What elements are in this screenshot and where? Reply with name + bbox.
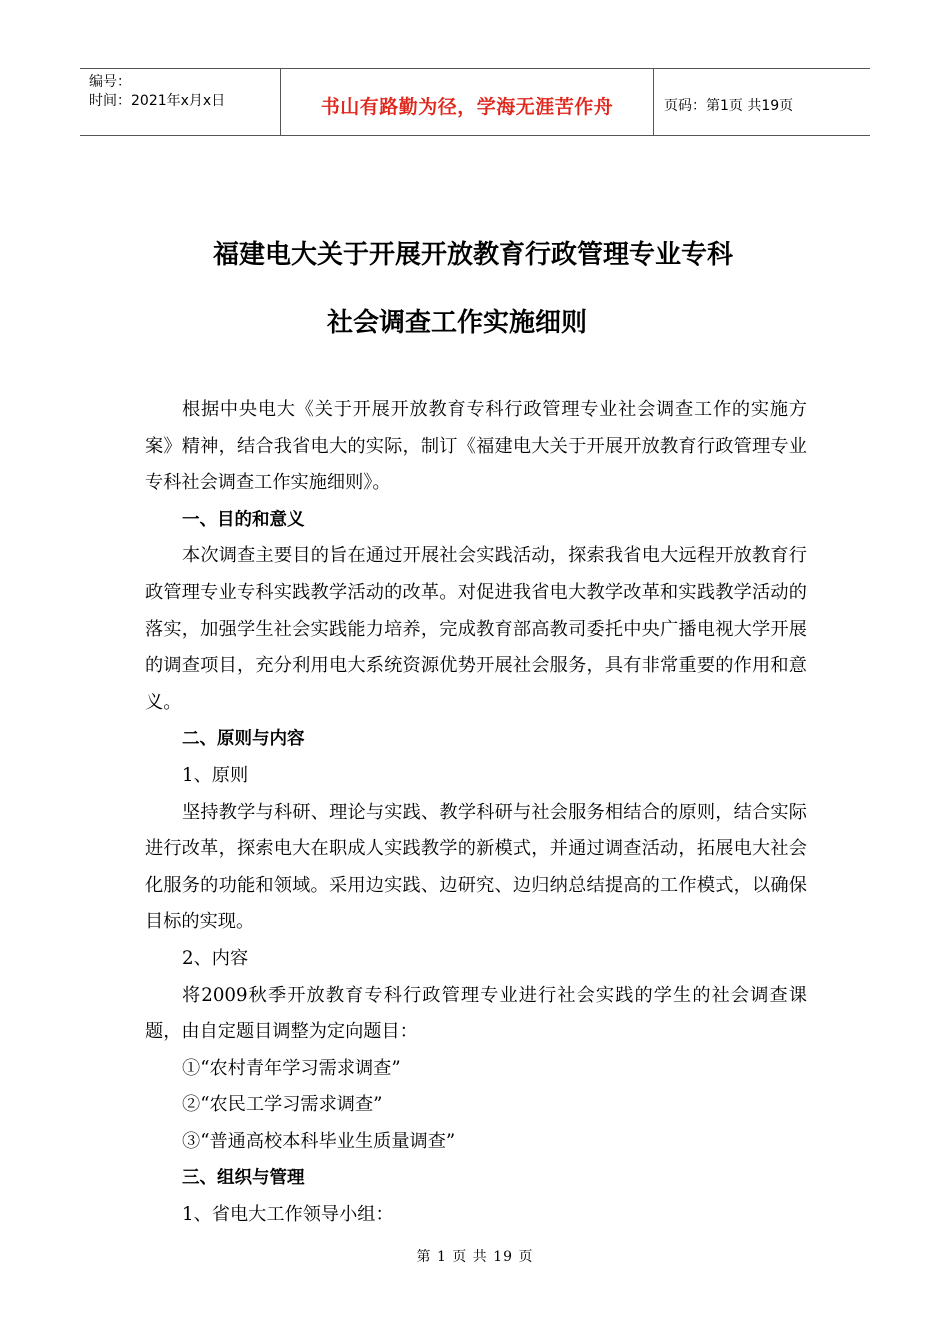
paragraph: 1、原则 (182, 764, 249, 786)
paragraph: 坚持教学与科研、理论与实践、教学科研与社会服务相结合的原则，结合实际进行改革，探索电大在职成人实践教学的新模式，并通过调查活动，拓展电大社会化服务的功能和领域。采用边实践、边研究、边归纳总结提高的工作模式，以确保目标的实现。 (145, 801, 807, 933)
paragraph: 根据中央电大《关于开展开放教育专科行政管理专业社会调查工作的实施方案》精神，结合我省电大的实际，制订《福建电大关于开展开放教育行政管理专业专科社会调查工作实施细则》。 (145, 399, 807, 494)
paragraph: 将2009秋季开放教育专科行政管理专业进行社会实践的学生的社会调查课题，由自定题目调整为定向题目： (145, 984, 807, 1043)
section-heading: 一、目的和意义 (182, 509, 305, 530)
motto: 书山有路勤为径，学海无涯苦作舟 (320, 95, 614, 118)
list-item: ①“农村青年学习需求调查” (182, 1057, 401, 1079)
page-info: 页码：第1页 共19页 (664, 98, 794, 114)
paragraph: 1、省电大工作领导小组： (182, 1204, 394, 1226)
document-title-line-1: 福建电大关于开展开放教育行政管理专业专科 (212, 240, 733, 270)
header-meta (80, 69, 281, 135)
list-item: ②“农民工学习需求调查” (182, 1094, 383, 1116)
time-label: 时间：2021年x月x日 (89, 93, 226, 109)
document-title-line-2: 社会调查工作实施细则 (326, 308, 587, 338)
section-heading: 三、组织与管理 (182, 1168, 305, 1189)
page-footer: 第 1 页 共 19 页 (416, 1249, 534, 1265)
section-heading: 二、原则与内容 (182, 729, 305, 750)
document-body (145, 392, 807, 1234)
header-table (80, 68, 870, 136)
list-item: ③“普通高校本科毕业生质量调查” (182, 1130, 456, 1152)
header-motto-cell (281, 69, 654, 135)
header-page-info-cell (654, 69, 870, 135)
paragraph: 2、内容 (182, 947, 249, 969)
paragraph: 本次调查主要目的旨在通过开展社会实践活动，探索我省电大远程开放教育行政管理专业专科实践教学活动的改革。对促进我省电大教学改革和实践教学活动的落实，加强学生社会实践能力培养，完成教育部高教司委托中央广播电视大学开展的调查项目，充分利用电大系统资源优势开展社会服务，具有非常重要的作用和意义。 (145, 545, 807, 713)
number-label: 编号： (89, 74, 131, 90)
